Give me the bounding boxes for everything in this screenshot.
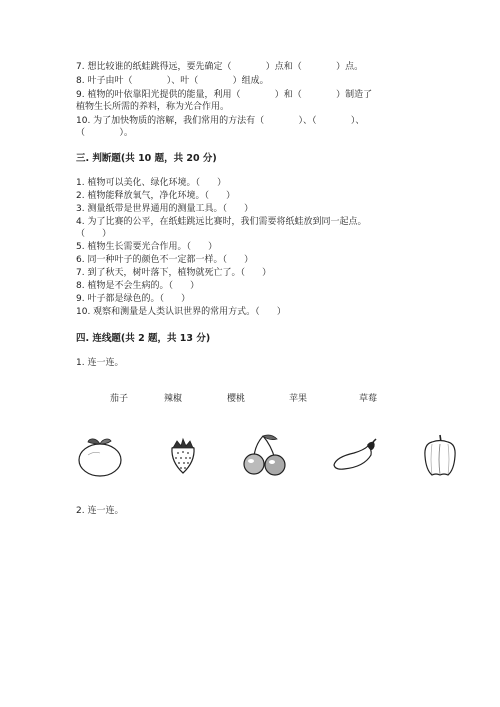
question-judge-3: 3. 测量纸带是世界通用的测量工具。（ ） — [76, 204, 254, 214]
question-judge-6: 6. 同一种叶子的颜色不一定都一样。（ ） — [76, 255, 254, 265]
section-four-title: 四. 连线题(共 2 题，共 13 分) — [76, 333, 211, 344]
question-judge-1: 1. 植物可以美化、绿化环境。（ ） — [76, 178, 227, 188]
matching-question-1: 1. 连一连。 — [76, 358, 124, 368]
question-judge-5: 5. 植物生长需要光合作用。（ ） — [76, 242, 218, 252]
question-fill-10: 10. 为了加快物质的溶解，我们常用的方法有（ ）、（ ）、 — [76, 116, 365, 126]
eggplant-icon — [330, 437, 378, 473]
label-chili: 辣椒 — [163, 394, 182, 404]
label-apple: 苹果 — [288, 394, 307, 404]
question-judge-2: 2. 植物能释放氧气，净化环境。（ ） — [76, 191, 236, 201]
question-fill-9-cont: 植物生长所需的养料，称为光合作用。 — [76, 102, 230, 112]
question-judge-8: 8. 植物是不会生病的。（ ） — [76, 281, 200, 291]
orange-fruit-icon — [74, 433, 126, 479]
question-judge-10: 10. 观察和测量是人类认识世界的常用方式。（ ） — [76, 307, 286, 317]
question-fill-8: 8. 叶子由叶（ ）、叶（ ）组成。 — [76, 76, 269, 86]
label-strawberry: 草莓 — [358, 394, 377, 404]
question-fill-7: 7. 想比较谁的纸蛙跳得远，要先确定（ ）点和（ ）点。 — [76, 62, 364, 72]
question-judge-7: 7. 到了秋天，树叶落下，植物就死亡了。（ ） — [76, 268, 272, 278]
question-judge-9: 9. 叶子都是绿色的。（ ） — [76, 294, 191, 304]
question-judge-4-cont: （ ） — [76, 229, 112, 239]
label-eggplant: 茄子 — [109, 394, 128, 404]
label-cherry: 樱桃 — [226, 394, 245, 404]
strawberry-icon — [168, 436, 198, 476]
cherries-icon — [241, 433, 291, 477]
question-fill-9: 9. 植物的叶依靠阳光提供的能量，利用（ ）和（ ）制造了 — [76, 90, 373, 100]
matching-question-2: 2. 连一连。 — [76, 506, 124, 516]
section-three-title: 三. 判断题(共 10 题，共 20 分) — [76, 153, 217, 164]
pepper-icon — [420, 432, 460, 478]
question-fill-10-cont: （ ）。 — [76, 128, 133, 138]
question-judge-4: 4. 为了比赛的公平，在纸蛙跳远比赛时，我们需要将纸蛙放到同一起点。 — [76, 217, 367, 227]
